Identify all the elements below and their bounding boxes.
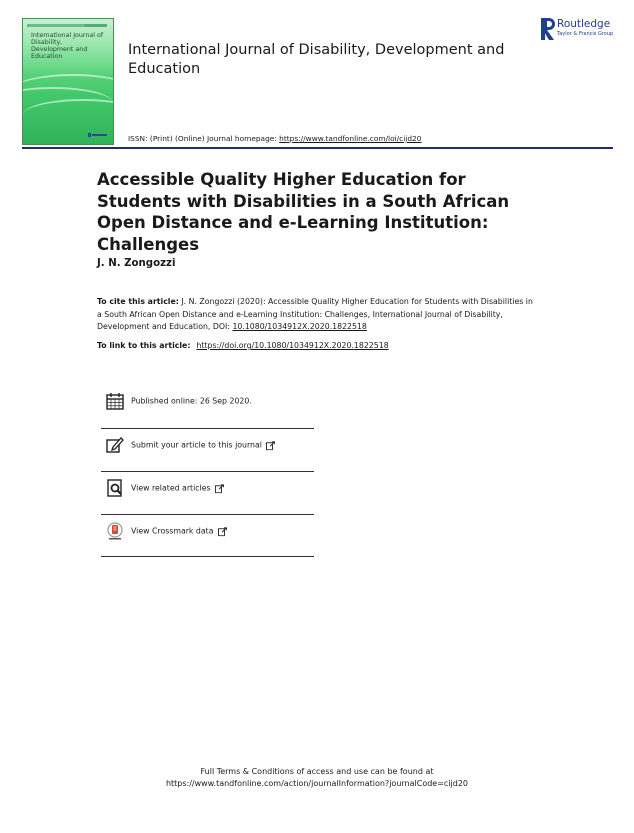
action-divider — [101, 556, 314, 557]
footer — [0, 766, 634, 790]
crossmark-label: View Crossmark data — [131, 526, 214, 536]
article-title: Accessible Quality Higher Education for Students with Disabilities in a South African Open Distance and e-Learning Institution: Challenges — [97, 170, 510, 254]
calendar-icon — [105, 391, 125, 411]
cover-publisher-logo — [88, 132, 108, 138]
publisher-tagline: Taylor & Francis Group — [557, 31, 614, 37]
citation-label: To cite this article: — [97, 297, 179, 306]
link-label: To link to this article: — [97, 341, 191, 350]
crossmark-link[interactable] — [131, 526, 227, 536]
article-author: J. N. Zongozzi — [97, 258, 176, 269]
published-online-text: Published online: 26 Sep 2020. — [131, 396, 252, 406]
citation-text: J. N. Zongozzi (2020): Accessible Quality Higher Education for Students with Disabilities in a South African Open Distance and e-Learning Institution: Challenges, International Journal of Disability, Development and Education, DOI: — [97, 297, 533, 332]
external-link-icon — [218, 527, 227, 536]
published-online-row — [101, 380, 314, 422]
journal-homepage-link[interactable]: https://www.tandfonline.com/loi/cijd20 — [279, 134, 422, 143]
article-link-line — [97, 341, 389, 350]
cover-wave — [23, 99, 114, 131]
related-articles-link[interactable] — [131, 483, 224, 493]
related-articles-row[interactable] — [101, 467, 314, 509]
edit-icon — [105, 435, 125, 455]
citation-block — [97, 296, 533, 334]
header-divider — [22, 147, 613, 149]
publisher-name: Routledge — [557, 18, 611, 30]
footer-terms-url[interactable]: https://www.tandfonline.com/action/journalInformation?journalCode=cijd20 — [165, 779, 469, 788]
journal-cover — [22, 18, 114, 145]
crossmark-row[interactable] — [101, 510, 314, 552]
routledge-logo-icon — [541, 18, 555, 40]
submit-article-link[interactable] — [131, 440, 275, 450]
external-link-icon — [215, 484, 224, 493]
cover-top-bar-right — [85, 24, 107, 27]
article-doi-url[interactable]: https://doi.org/10.1080/1034912X.2020.1822518 — [196, 341, 389, 350]
submit-article-label: Submit your article to this journal — [131, 440, 262, 450]
issn-text: ISSN: (Print) (Online) Journal homepage: — [128, 134, 280, 143]
search-document-icon — [105, 478, 125, 498]
external-link-icon — [266, 441, 275, 450]
crossmark-icon — [105, 521, 125, 541]
submit-article-row[interactable] — [101, 424, 314, 466]
cover-journal-title: International Journal of Disability, Development and Education — [31, 32, 104, 60]
journal-title: International Journal of Disability, Development and Education — [128, 42, 505, 77]
citation-doi-link[interactable]: 10.1080/1034912X.2020.1822518 — [232, 322, 367, 332]
related-articles-label: View related articles — [131, 483, 211, 493]
issn-line — [128, 134, 421, 143]
footer-terms-text: Full Terms & Conditions of access and use can be found at — [200, 767, 434, 776]
